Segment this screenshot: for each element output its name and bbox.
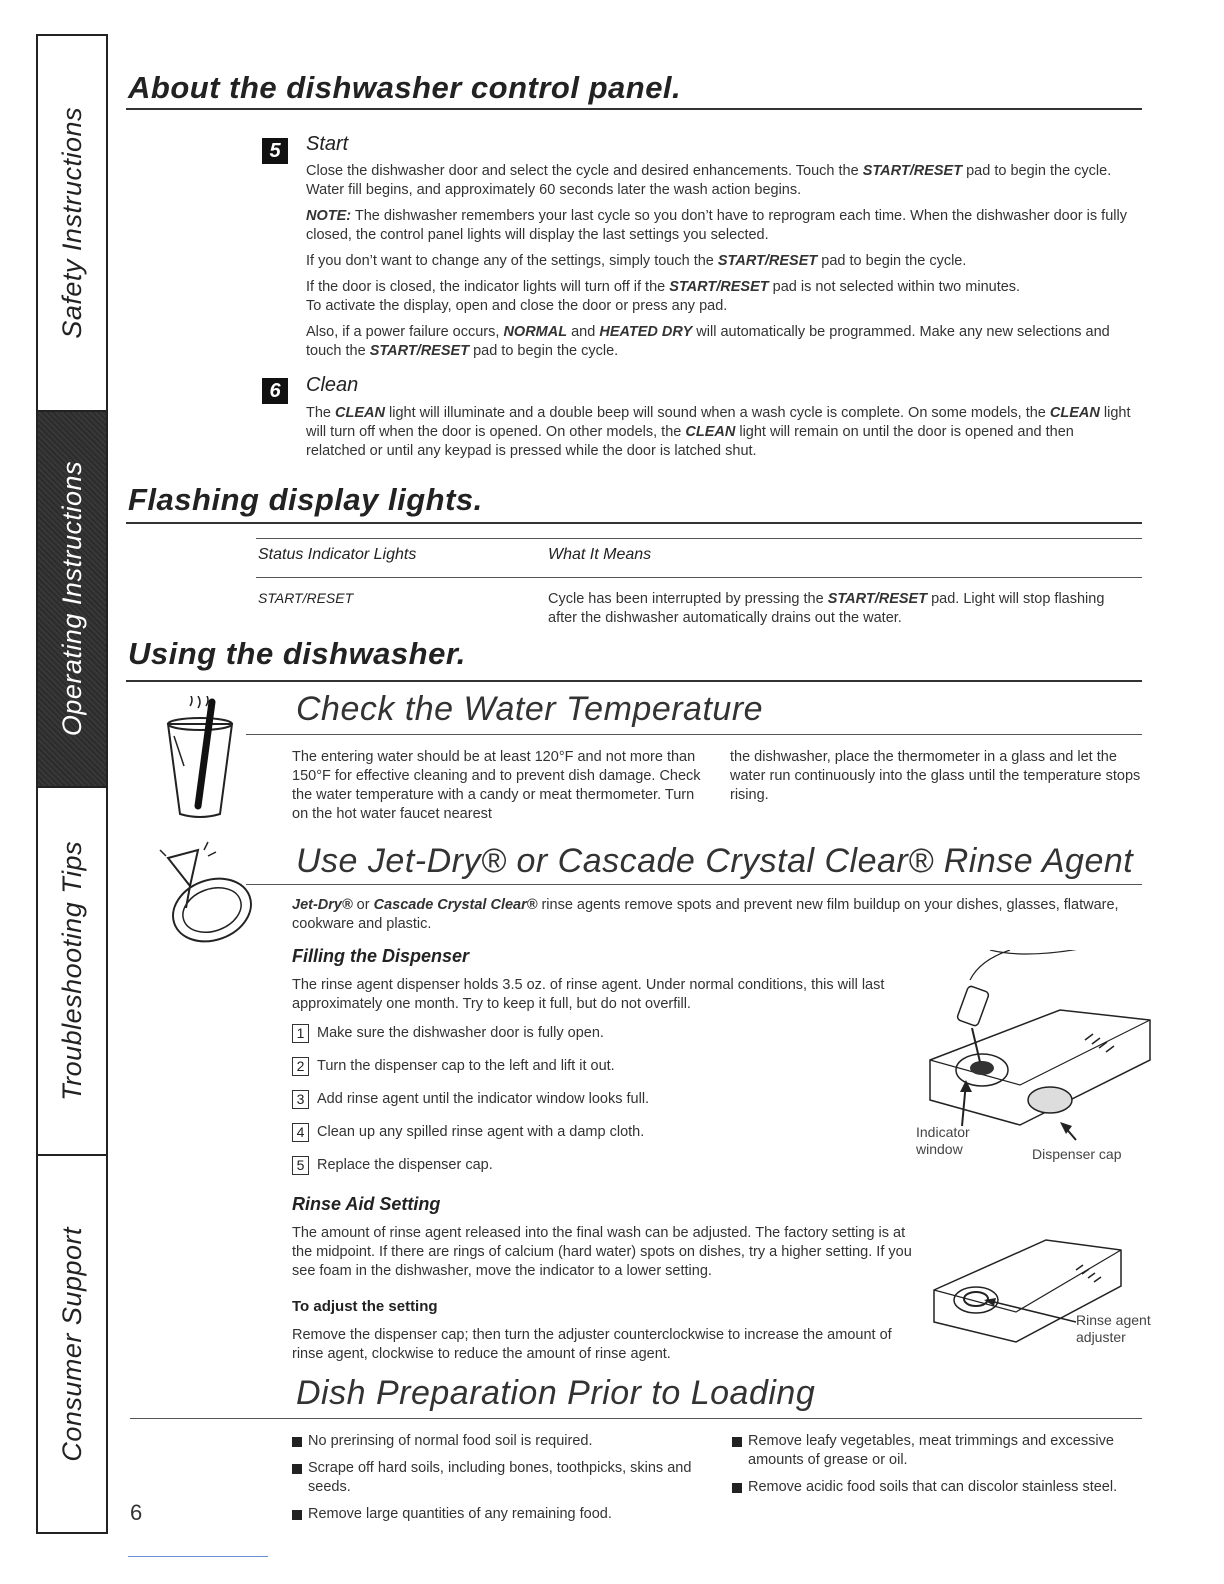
rinse-aid-setting-heading: Rinse Aid Setting [292,1194,441,1214]
section-title-using: Using the dishwasher. [128,636,466,671]
start-p5: Also, if a power failure occurs, NORMAL and HEATED DRY will automatically be programmed. Make any new selections and touch the START/RESET pad to begin the cycle. [306,324,1110,359]
table-header-rule [256,577,1142,578]
table-header-status: Status Indicator Lights [258,546,417,563]
page-number: 6 [130,1500,143,1525]
title-rule [126,680,1142,682]
label-dispenser-cap: Dispenser cap [1032,1146,1122,1162]
list-item [292,1086,892,1112]
divider [128,1556,268,1557]
subsection-rule [130,1418,1142,1419]
start-p1: Close the dishwasher door and select the cycle and desired enhancements. Touch the START/RESET pad to begin the cycle. Water fill begins, and approximately 60 seconds later the wash action begins. [306,163,1112,198]
step-text: Make sure the dishwasher door is fully open. [317,1024,604,1041]
filling-steps-list [292,1020,892,1178]
step-text: Replace the dispenser cap. [317,1156,493,1173]
tab-operating-instructions[interactable] [38,412,106,788]
list-item [292,1053,892,1079]
bullet-icon [732,1483,742,1493]
water-temp-text-right: the dishwasher, place the thermometer in a glass and let the water run continuously into the glass until the temperature stops rising. [730,749,1141,803]
water-temp-heading: Check the Water Temperature [296,690,764,728]
tab-label: Troubleshooting Tips [56,841,87,1101]
title-rule [126,108,1142,110]
adjust-setting-heading: To adjust the setting [292,1298,438,1315]
start-p3: If you don’t want to change any of the settings, simply touch the START/RESET pad to begin the cycle. [306,253,967,269]
step-text: Add rinse agent until the indicator window looks full. [317,1090,650,1107]
tab-safety-instructions[interactable] [38,36,106,412]
tab-consumer-support[interactable] [38,1156,106,1532]
bullet-icon [292,1464,302,1474]
water-temp-text-left: The entering water should be at least 120°F and not more than 150°F for effective cleaning and to prevent dish damage. Check the water temperature with a candy or meat thermometer. Turn on the hot water faucet nearest [292,749,701,822]
section-title-flashing: Flashing display lights. [128,482,483,517]
list-item: Remove acidic food soils that can discolor stainless steel. [732,1478,1122,1497]
start-p4: If the door is closed, the indicator lights will turn off if the START/RESET pad is not selected within two minutes. To activate the display, open and close the door or press any pad. [306,279,1021,314]
tab-label: Safety Instructions [56,107,87,339]
tab-troubleshooting-tips[interactable] [38,788,106,1156]
step-text: Clean up any spilled rinse agent with a damp cloth. [317,1123,645,1140]
bullet-icon [732,1437,742,1447]
dish-prep-heading: Dish Preparation Prior to Loading [296,1374,816,1412]
table-header-meaning: What It Means [548,546,652,563]
start-heading: Start [306,133,349,155]
step-number: 2 [292,1057,309,1076]
subsection-rule [246,884,1142,885]
label-rinse-agent-adjuster: Rinse agent adjuster [1076,1312,1151,1345]
rinse-aid-setting-text: The amount of rinse agent released into the final wash can be adjusted. The factory setting is at the midpoint. If there are rings of calcium (hard water) spots on dishes, try a higher setting. If you see foam in the dishwasher, move the indicator to a lower setting. [292,1225,912,1279]
table-cell-status: START/RESET [258,590,354,606]
section-sidebar [36,34,108,1534]
dish-prep-list-left [292,1432,722,1524]
section-title-control-panel: About the dishwasher control panel. [128,70,682,105]
table-top-rule [256,538,1142,539]
title-rule [126,522,1142,524]
step-number: 4 [292,1123,309,1142]
glass-dish-icon [150,838,260,948]
step-badge-5: 5 [262,138,288,164]
start-note: NOTE: The dishwasher remembers your last cycle so you don’t have to reprogram each time. When the dishwasher door is fully closed, the control panel lights will display the last settings you selected. [306,208,1127,243]
step-number: 3 [292,1090,309,1109]
glass-thermometer-icon [150,696,250,826]
rinse-agent-heading: Use Jet-Dry® or Cascade Crystal Clear® Rinse Agent [296,842,1134,880]
tab-label: Operating Instructions [56,461,87,737]
list-item: No prerinsing of normal food soil is required. [292,1432,722,1451]
rinse-agent-intro: Jet-Dry® or Cascade Crystal Clear® rinse agents remove spots and prevent new film buildup on your dishes, glasses, flatware, cookware and plastic. [292,897,1119,932]
list-item: Remove leafy vegetables, meat trimmings and excessive amounts of grease or oil. [732,1432,1122,1470]
step-number: 1 [292,1024,309,1043]
table-cell-meaning: Cycle has been interrupted by pressing the START/RESET pad. Light will stop flashing after the dishwasher automatically drains out the water. [548,591,1105,626]
step-badge-6: 6 [262,378,288,404]
start-paragraph [306,162,1136,361]
adjust-setting-text: Remove the dispenser cap; then turn the adjuster counterclockwise to increase the amount of rinse agent, clockwise to reduce the amount of rinse agent. [292,1327,892,1362]
clean-paragraph: The CLEAN light will illuminate and a double beep will sound when a wash cycle is complete. On some models, the CLEAN light will turn off when the door is opened. On other models, the CLEAN light will remain on until the door is opened and then relatched or until any keypad is pressed while the door is latched shut. [306,405,1131,459]
subsection-rule [246,734,1142,735]
list-item [292,1152,892,1178]
filling-dispenser-text: The rinse agent dispenser holds 3.5 oz. of rinse agent. Under normal conditions, this will last approximately one month. Try to keep it full, but do not overfill. [292,977,885,1012]
filling-dispenser-heading: Filling the Dispenser [292,946,470,966]
list-item [292,1020,892,1046]
tab-label: Consumer Support [56,1226,87,1462]
list-item: Remove large quantities of any remaining food. [292,1505,722,1524]
list-item: Scrape off hard soils, including bones, toothpicks, skins and seeds. [292,1459,722,1497]
step-number: 5 [292,1156,309,1175]
step-text: Turn the dispenser cap to the left and lift it out. [317,1057,615,1074]
clean-heading: Clean [306,374,359,396]
label-indicator-window: Indicator window [916,1124,970,1157]
list-item [292,1119,892,1145]
bullet-icon [292,1510,302,1520]
bullet-icon [292,1437,302,1447]
dish-prep-list-right [732,1432,1122,1497]
